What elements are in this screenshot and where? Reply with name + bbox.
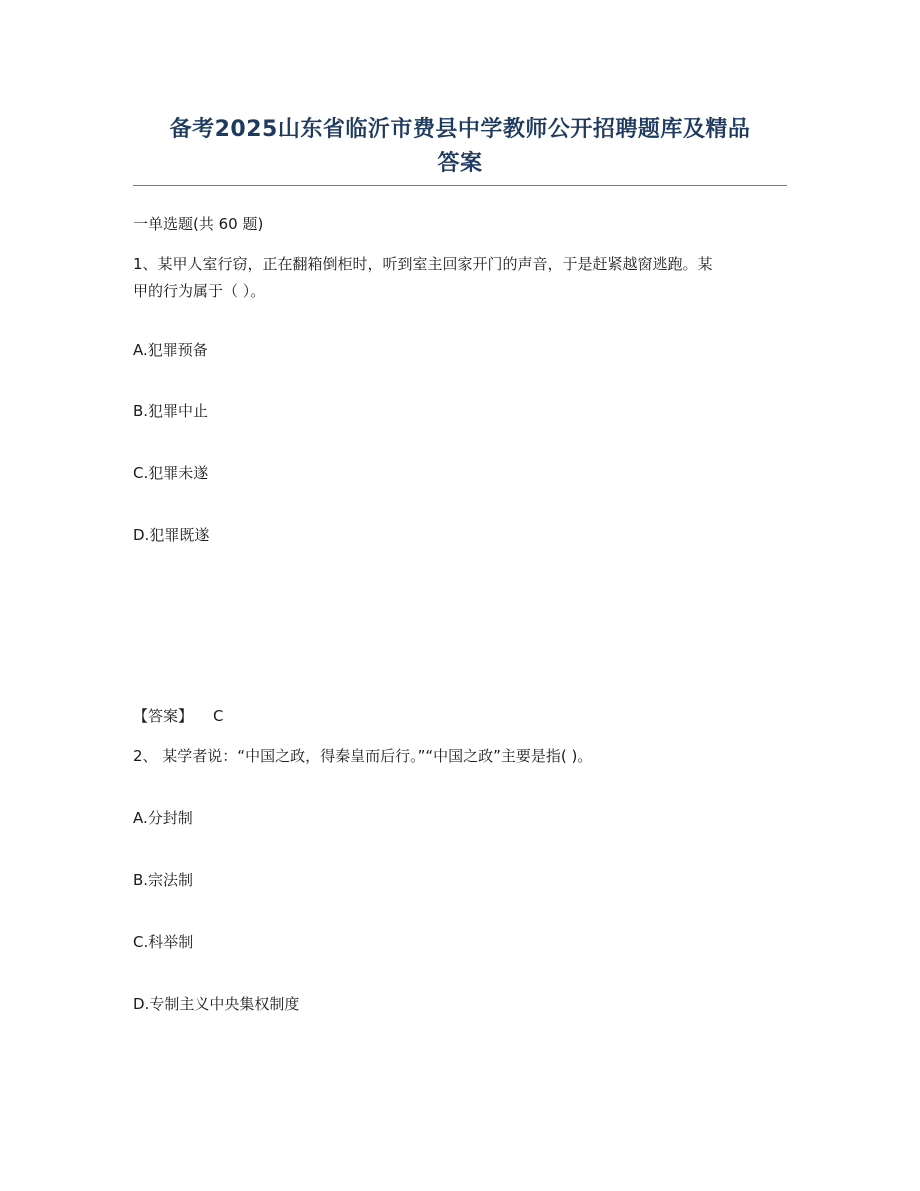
question-1-option-b: B.犯罪中止 (133, 402, 209, 420)
question-1-option-a: A.犯罪预备 (133, 341, 208, 359)
section-heading: 一单选题(共 60 题) (133, 215, 264, 233)
question-2-stem-line1: 2、 某学者说：“中国之政，得秦皇而后行。”“中国之政”主要是指( )。 (133, 747, 593, 765)
question-1-stem-line1: 1、某甲人室行窃，正在翻箱倒柜时，听到室主回家开门的声音，于是赶紧越窗逃跑。某 (133, 255, 713, 273)
question-1-answer (133, 702, 793, 730)
question-2-option-c: C.科举制 (133, 933, 194, 951)
page-title-line1: 备考2025山东省临沂市费县中学教师公开招聘题库及精品 (169, 117, 751, 142)
page-title-line2: 答案 (437, 151, 483, 176)
question-2-option-b: B.宗法制 (133, 871, 194, 889)
question-2-option-a: A.分封制 (133, 809, 193, 827)
question-1-option-c: C.犯罪未遂 (133, 464, 209, 482)
answer-value: C (213, 707, 224, 725)
page-title (133, 113, 787, 181)
answer-label: 【答案】 (133, 707, 194, 725)
question-1-option-d: D.犯罪既遂 (133, 526, 210, 544)
question-2-option-d: D.专制主义中央集权制度 (133, 995, 300, 1013)
question-1-stem-line2: 甲的行为属于（ ）。 (133, 282, 266, 300)
title-divider (133, 185, 787, 186)
